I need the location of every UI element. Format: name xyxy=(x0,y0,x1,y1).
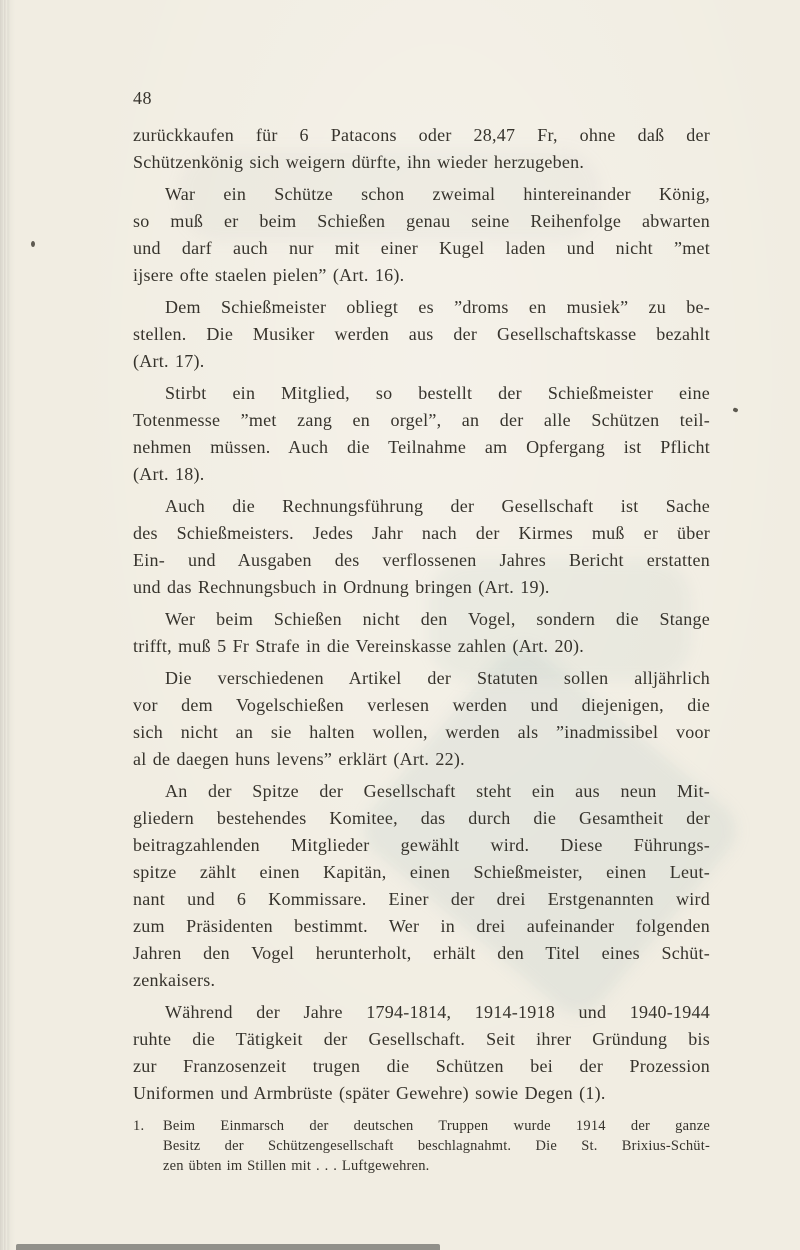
paragraph xyxy=(133,181,710,289)
paragraph xyxy=(133,606,710,660)
text-line: zur Franzosenzeit trugen die Schützen bei der Prozession xyxy=(133,1056,710,1076)
text-line: (Art. 18). xyxy=(133,464,205,484)
text-line: Uniformen und Armbrüste (später Gewehre) sowie Degen (1). xyxy=(133,1083,606,1103)
paragraph xyxy=(133,294,710,375)
text-line: sich nicht an sie halten wollen, werden als ”inadmissibel voor xyxy=(133,722,710,742)
text-line: Wer beim Schießen nicht den Vogel, sondern die Stange xyxy=(165,609,710,629)
text-line: Dem Schießmeister obliegt es ”droms en musiek” zu be- xyxy=(165,297,710,317)
paragraph xyxy=(133,380,710,488)
text-line: Schützenkönig sich weigern dürfte, ihn wieder herzugeben. xyxy=(133,152,585,172)
page-number: 48 xyxy=(133,88,152,108)
text-line: gliedern bestehendes Komitee, das durch die Gesamtheit der xyxy=(133,808,710,828)
text-line: War ein Schütze schon zweimal hintereinander König, xyxy=(165,184,710,204)
text-line: Besitz der Schützengesellschaft beschlagnahmt. Die St. Brixius-Schüt- xyxy=(163,1138,710,1154)
text-line: ruhte die Tätigkeit der Gesellschaft. Seit ihrer Gründung bis xyxy=(133,1029,710,1049)
text-line: Jahren den Vogel herunterholt, erhält den Titel eines Schüt- xyxy=(133,943,710,963)
footnote-lines xyxy=(163,1116,710,1176)
footnote xyxy=(133,1116,710,1176)
text-line: zum Präsidenten bestimmt. Wer in drei aufeinander folgenden xyxy=(133,916,710,936)
footnote-marker: 1. xyxy=(133,1118,145,1134)
bottom-scan-band xyxy=(16,1244,440,1250)
text-line: nehmen müssen. Auch die Teilnahme am Opfergang ist Pflicht xyxy=(133,437,710,457)
text-line: und das Rechnungsbuch in Ordnung bringen (Art. 19). xyxy=(133,577,550,597)
text-line: zurückkaufen für 6 Patacons oder 28,47 Fr, ohne daß der xyxy=(133,125,710,145)
text-line: Während der Jahre 1794-1814, 1914-1918 und 1940-1944 xyxy=(165,1002,710,1022)
text-line: und darf auch nur mit einer Kugel laden und nicht ”met xyxy=(133,238,710,258)
text-line: Die verschiedenen Artikel der Statuten sollen alljährlich xyxy=(165,668,710,688)
text-line: An der Spitze der Gesellschaft steht ein aus neun Mit- xyxy=(165,781,710,801)
text-line: Totenmesse ”met zang en orgel”, an der alle Schützen teil- xyxy=(133,410,710,430)
text-line: stellen. Die Musiker werden aus der Gesellschaftskasse bezahlt xyxy=(133,324,710,344)
text-line: ijsere ofte staelen pielen” (Art. 16). xyxy=(133,265,405,285)
text-line: Stirbt ein Mitglied, so bestellt der Schießmeister eine xyxy=(165,383,710,403)
paragraph xyxy=(133,122,710,176)
text-line: al de daegen huns levens” erklärt (Art. 22). xyxy=(133,749,465,769)
page-content xyxy=(133,88,710,1176)
text-line: so muß er beim Schießen genau seine Reihenfolge abwarten xyxy=(133,211,710,231)
text-line: spitze zählt einen Kapitän, einen Schießmeister, einen Leut- xyxy=(133,862,710,882)
text-line: vor dem Vogelschießen verlesen werden und diejenigen, die xyxy=(133,695,710,715)
text-line: Beim Einmarsch der deutschen Truppen wurde 1914 der ganze xyxy=(163,1118,710,1134)
text-line: Ein- und Ausgaben des verflossenen Jahres Bericht erstatten xyxy=(133,550,710,570)
paragraph xyxy=(133,665,710,773)
ink-speck xyxy=(732,407,738,413)
text-line: beitragzahlenden Mitglieder gewählt wird. Diese Führungs- xyxy=(133,835,710,855)
paragraph xyxy=(133,778,710,994)
text-line: Auch die Rechnungsführung der Gesellschaft ist Sache xyxy=(165,496,710,516)
text-line: (Art. 17). xyxy=(133,351,205,371)
paragraph xyxy=(133,999,710,1107)
paragraph xyxy=(133,493,710,601)
text-line: des Schießmeisters. Jedes Jahr nach der Kirmes muß er über xyxy=(133,523,710,543)
text-line: zenkaisers. xyxy=(133,970,216,990)
binding-edge xyxy=(0,0,15,1250)
ink-speck xyxy=(31,241,35,247)
text-line: trifft, muß 5 Fr Strafe in die Vereinskasse zahlen (Art. 20). xyxy=(133,636,584,656)
text-block xyxy=(133,122,710,1107)
text-line: zen übten im Stillen mit . . . Luftgewehren. xyxy=(163,1158,430,1174)
text-line: nant und 6 Kommissare. Einer der drei Erstgenannten wird xyxy=(133,889,710,909)
